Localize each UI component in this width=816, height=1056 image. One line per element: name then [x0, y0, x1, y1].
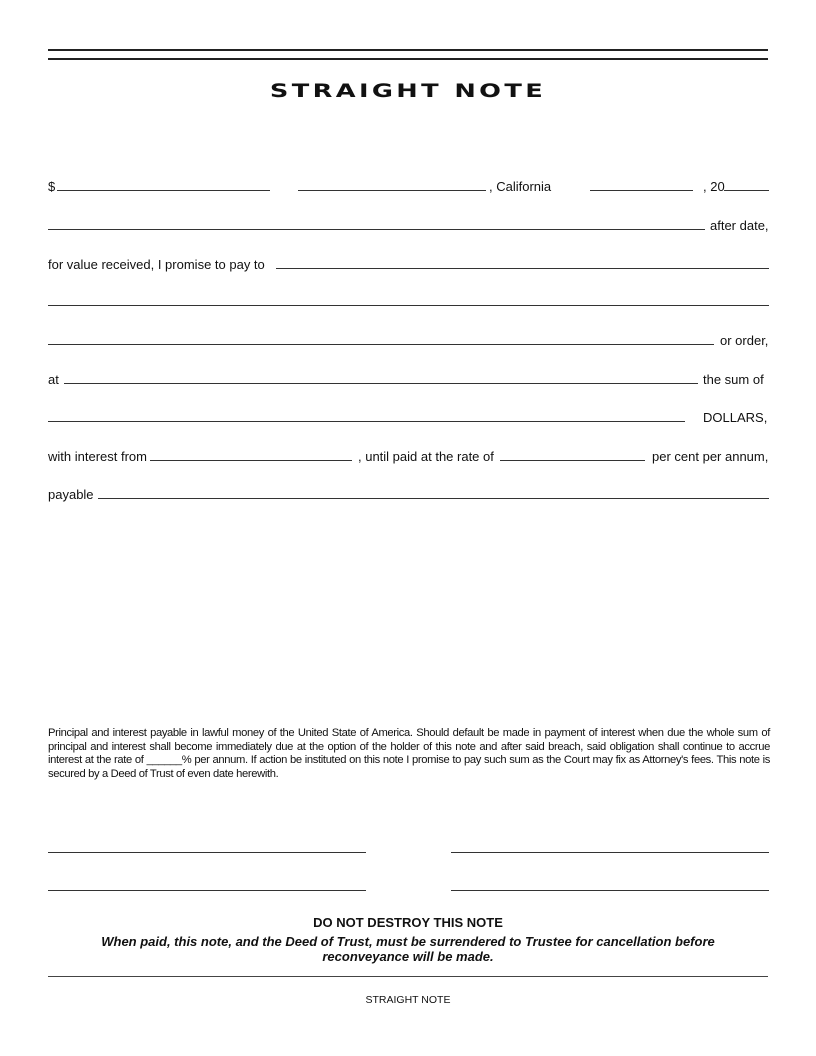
page-title: STRAIGHT NOTE [269, 80, 547, 102]
top-rule [48, 49, 768, 51]
interest-from-label: with interest from [48, 449, 147, 464]
sum-in-words-field[interactable] [48, 421, 685, 422]
interest-start-date-field[interactable] [150, 460, 352, 461]
signature-line-right-2[interactable] [451, 890, 769, 891]
signature-line-right-1[interactable] [451, 852, 769, 853]
signature-line-left-1[interactable] [48, 852, 366, 853]
payable-label: payable [48, 487, 94, 502]
top-rule-second [48, 58, 768, 60]
per-annum-label: per cent per annum, [652, 449, 769, 464]
payment-location-field[interactable] [64, 383, 698, 384]
payee-field-continued[interactable] [48, 305, 769, 306]
year-field[interactable] [724, 190, 769, 191]
terms-paragraph: Principal and interest payable in lawful money of the United State of America. Should default be made in payment of interest when due the whole sum of principal and interest shall become immediately due at the option of the holder of this note and after said breach, said obligation shall continue to accrue interest at the rate of ______% per annum. If action be instituted on this note I promise to pay such sum as the Court may fix as Attorney's fees. This note is secured by a Deed of Trust of even date herewith. [48, 727, 770, 780]
city-field[interactable] [298, 190, 486, 191]
warning-heading: DO NOT DESTROY THIS NOTE [313, 915, 503, 930]
after-date-label: after date, [710, 218, 769, 233]
payable-terms-field[interactable] [98, 498, 769, 499]
payee-field[interactable] [276, 268, 769, 269]
dollar-sign: $ [48, 179, 56, 194]
term-field[interactable] [48, 229, 705, 230]
instruction-text: When paid, this note, and the Deed of Trust, must be surrendered to Trustee for cancellation before reconveyance will be made. [101, 934, 715, 964]
promise-label: for value received, I promise to pay to [48, 257, 265, 272]
or-order-label: or order, [720, 333, 769, 348]
signature-line-left-2[interactable] [48, 890, 366, 891]
amount-field[interactable] [57, 190, 270, 191]
california-label: , California [489, 179, 552, 194]
until-paid-label: , until paid at the rate of [358, 449, 494, 464]
footer-label: STRAIGHT NOTE [365, 994, 451, 1006]
interest-rate-field[interactable] [500, 460, 645, 461]
bottom-rule [48, 976, 768, 977]
payee-field-third-line[interactable] [48, 344, 714, 345]
sum-label: the sum of [703, 372, 764, 387]
at-label: at [48, 372, 59, 387]
date-field[interactable] [590, 190, 693, 191]
year-prefix-label: , 20 [703, 179, 725, 194]
dollars-label: DOLLARS, [703, 410, 768, 425]
